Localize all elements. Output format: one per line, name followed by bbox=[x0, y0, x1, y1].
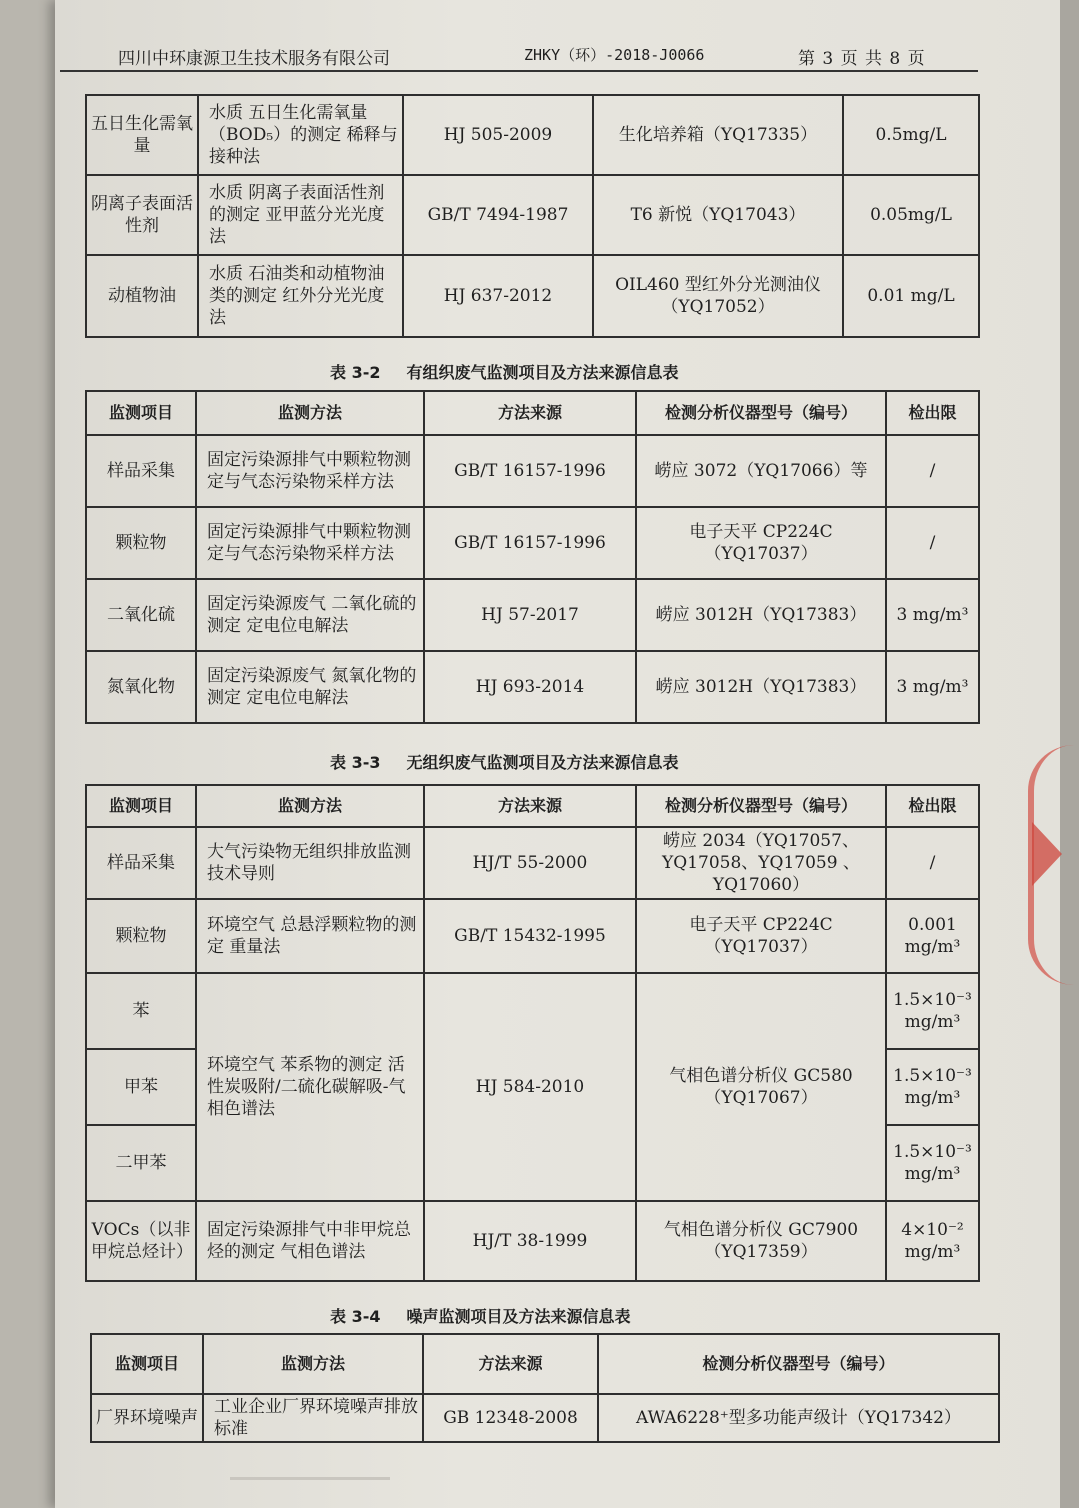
table-row bbox=[91, 1394, 999, 1442]
table-row bbox=[86, 1201, 979, 1281]
table-row bbox=[86, 255, 979, 337]
limit-cell: / bbox=[886, 507, 979, 579]
item-cell: 颗粒物 bbox=[86, 899, 196, 973]
item-cell: 阴离子表面活性剂 bbox=[86, 175, 198, 255]
table-3-3 bbox=[85, 784, 980, 1282]
source-cell: GB/T 7494-1987 bbox=[403, 175, 593, 255]
limit-cell: 1.5×10⁻³ mg/m³ bbox=[886, 1125, 979, 1201]
limit-cell: 1.5×10⁻³ mg/m³ bbox=[886, 1049, 979, 1125]
table-water-continued bbox=[85, 94, 980, 338]
table-row bbox=[86, 175, 979, 255]
instrument-cell: AWA6228⁺型多功能声级计（YQ17342） bbox=[598, 1394, 999, 1442]
column-header: 方法来源 bbox=[424, 391, 636, 435]
caption-number: 表 3-2 bbox=[330, 363, 381, 382]
column-header: 方法来源 bbox=[424, 785, 636, 827]
company-name: 四川中环康源卫生技术服务有限公司 bbox=[118, 49, 390, 69]
source-cell: HJ 693-2014 bbox=[424, 651, 636, 723]
limit-cell: 0.05mg/L bbox=[843, 175, 979, 255]
item-cell: 动植物油 bbox=[86, 255, 198, 337]
caption-title: 有组织废气监测项目及方法来源信息表 bbox=[406, 363, 679, 382]
item-cell: VOCs（以非甲烷总烃计） bbox=[86, 1201, 196, 1281]
column-header: 监测方法 bbox=[196, 785, 424, 827]
page-number: 第 3 页 共 8 页 bbox=[798, 49, 926, 69]
table-3-4 bbox=[90, 1333, 1000, 1443]
page-smudge bbox=[230, 1477, 390, 1480]
column-header: 监测项目 bbox=[86, 785, 196, 827]
limit-cell: / bbox=[886, 435, 979, 507]
instrument-cell: OIL460 型红外分光测油仪（YQ17052） bbox=[593, 255, 843, 337]
item-cell: 厂界环境噪声 bbox=[91, 1394, 203, 1442]
table-header-row bbox=[91, 1334, 999, 1394]
item-cell: 氮氧化物 bbox=[86, 651, 196, 723]
table-row bbox=[86, 435, 979, 507]
caption-number: 表 3-4 bbox=[330, 1307, 381, 1326]
table-row bbox=[86, 827, 979, 899]
method-cell: 固定污染源废气 二氧化硫的测定 定电位电解法 bbox=[196, 579, 424, 651]
source-cell: HJ 505-2009 bbox=[403, 95, 593, 175]
item-cell: 样品采集 bbox=[86, 435, 196, 507]
method-cell: 工业企业厂界环境噪声排放标准 bbox=[203, 1394, 423, 1442]
instrument-cell: 崂应 3072（YQ17066）等 bbox=[636, 435, 886, 507]
source-cell: GB/T 16157-1996 bbox=[424, 507, 636, 579]
instrument-cell: 气相色谱分析仪 GC7900（YQ17359） bbox=[636, 1201, 886, 1281]
source-cell: GB/T 15432-1995 bbox=[424, 899, 636, 973]
table-3-2 bbox=[85, 390, 980, 724]
instrument-cell: 生化培养箱（YQ17335） bbox=[593, 95, 843, 175]
source-cell: GB 12348-2008 bbox=[423, 1394, 598, 1442]
table-caption-3-4 bbox=[330, 1304, 631, 1327]
instrument-cell: 电子天平 CP224C（YQ17037） bbox=[636, 899, 886, 973]
method-cell: 大气污染物无组织排放监测技术导则 bbox=[196, 827, 424, 899]
column-header: 检出限 bbox=[886, 391, 979, 435]
instrument-cell: 电子天平 CP224C（YQ17037） bbox=[636, 507, 886, 579]
limit-cell: 0.001 mg/m³ bbox=[886, 899, 979, 973]
column-header: 检测分析仪器型号（编号） bbox=[636, 785, 886, 827]
limit-cell: 3 mg/m³ bbox=[886, 651, 979, 723]
method-cell: 水质 五日生化需氧量（BOD₅）的测定 稀释与接种法 bbox=[198, 95, 403, 175]
column-header: 检测分析仪器型号（编号） bbox=[636, 391, 886, 435]
method-cell: 环境空气 苯系物的测定 活性炭吸附/二硫化碳解吸-气相色谱法 bbox=[196, 973, 424, 1201]
source-cell: HJ 584-2010 bbox=[424, 973, 636, 1201]
table-caption-3-3 bbox=[330, 750, 679, 773]
table-caption-3-2 bbox=[330, 360, 679, 383]
table-header-row bbox=[86, 785, 979, 827]
limit-cell: 1.5×10⁻³ mg/m³ bbox=[886, 973, 979, 1049]
method-cell: 水质 石油类和动植物油类的测定 红外分光光度法 bbox=[198, 255, 403, 337]
method-cell: 环境空气 总悬浮颗粒物的测定 重量法 bbox=[196, 899, 424, 973]
caption-title: 噪声监测项目及方法来源信息表 bbox=[406, 1307, 631, 1326]
table-row bbox=[86, 579, 979, 651]
table-row bbox=[86, 507, 979, 579]
item-cell: 苯 bbox=[86, 973, 196, 1049]
source-cell: HJ 637-2012 bbox=[403, 255, 593, 337]
method-cell: 水质 阴离子表面活性剂的测定 亚甲蓝分光光度法 bbox=[198, 175, 403, 255]
source-cell: HJ/T 55-2000 bbox=[424, 827, 636, 899]
column-header: 监测方法 bbox=[196, 391, 424, 435]
table-row bbox=[86, 973, 979, 1049]
column-header: 检出限 bbox=[886, 785, 979, 827]
instrument-cell: 气相色谱分析仪 GC580（YQ17067） bbox=[636, 973, 886, 1201]
item-cell: 二氧化硫 bbox=[86, 579, 196, 651]
source-cell: HJ 57-2017 bbox=[424, 579, 636, 651]
method-cell: 固定污染源排气中非甲烷总烃的测定 气相色谱法 bbox=[196, 1201, 424, 1281]
limit-cell: 0.01 mg/L bbox=[843, 255, 979, 337]
table-header-row bbox=[86, 391, 979, 435]
column-header: 监测项目 bbox=[86, 391, 196, 435]
item-cell: 二甲苯 bbox=[86, 1125, 196, 1201]
limit-cell: 4×10⁻² mg/m³ bbox=[886, 1201, 979, 1281]
column-header: 监测方法 bbox=[203, 1334, 423, 1394]
limit-cell: 0.5mg/L bbox=[843, 95, 979, 175]
method-cell: 固定污染源排气中颗粒物测定与气态污染物采样方法 bbox=[196, 507, 424, 579]
instrument-cell: 崂应 3012H（YQ17383） bbox=[636, 651, 886, 723]
caption-number: 表 3-3 bbox=[330, 753, 381, 772]
item-cell: 甲苯 bbox=[86, 1049, 196, 1125]
instrument-cell: T6 新悦（YQ17043） bbox=[593, 175, 843, 255]
method-cell: 固定污染源废气 氮氧化物的测定 定电位电解法 bbox=[196, 651, 424, 723]
page-header bbox=[60, 42, 978, 72]
item-cell: 样品采集 bbox=[86, 827, 196, 899]
instrument-cell: 崂应 2034（YQ17057、YQ17058、YQ17059 、YQ17060） bbox=[636, 827, 886, 899]
table-row bbox=[86, 899, 979, 973]
column-header: 方法来源 bbox=[423, 1334, 598, 1394]
caption-title: 无组织废气监测项目及方法来源信息表 bbox=[406, 753, 679, 772]
column-header: 监测项目 bbox=[91, 1334, 203, 1394]
item-cell: 颗粒物 bbox=[86, 507, 196, 579]
limit-cell: 3 mg/m³ bbox=[886, 579, 979, 651]
report-code: ZHKY（环）-2018-J0066 bbox=[524, 46, 705, 64]
table-row bbox=[86, 651, 979, 723]
instrument-cell: 崂应 3012H（YQ17383） bbox=[636, 579, 886, 651]
source-cell: HJ/T 38-1999 bbox=[424, 1201, 636, 1281]
table-row bbox=[86, 95, 979, 175]
seal-stamp-mark bbox=[1032, 822, 1062, 886]
item-cell: 五日生化需氧量 bbox=[86, 95, 198, 175]
column-header: 检测分析仪器型号（编号） bbox=[598, 1334, 999, 1394]
limit-cell: / bbox=[886, 827, 979, 899]
source-cell: GB/T 16157-1996 bbox=[424, 435, 636, 507]
method-cell: 固定污染源排气中颗粒物测定与气态污染物采样方法 bbox=[196, 435, 424, 507]
